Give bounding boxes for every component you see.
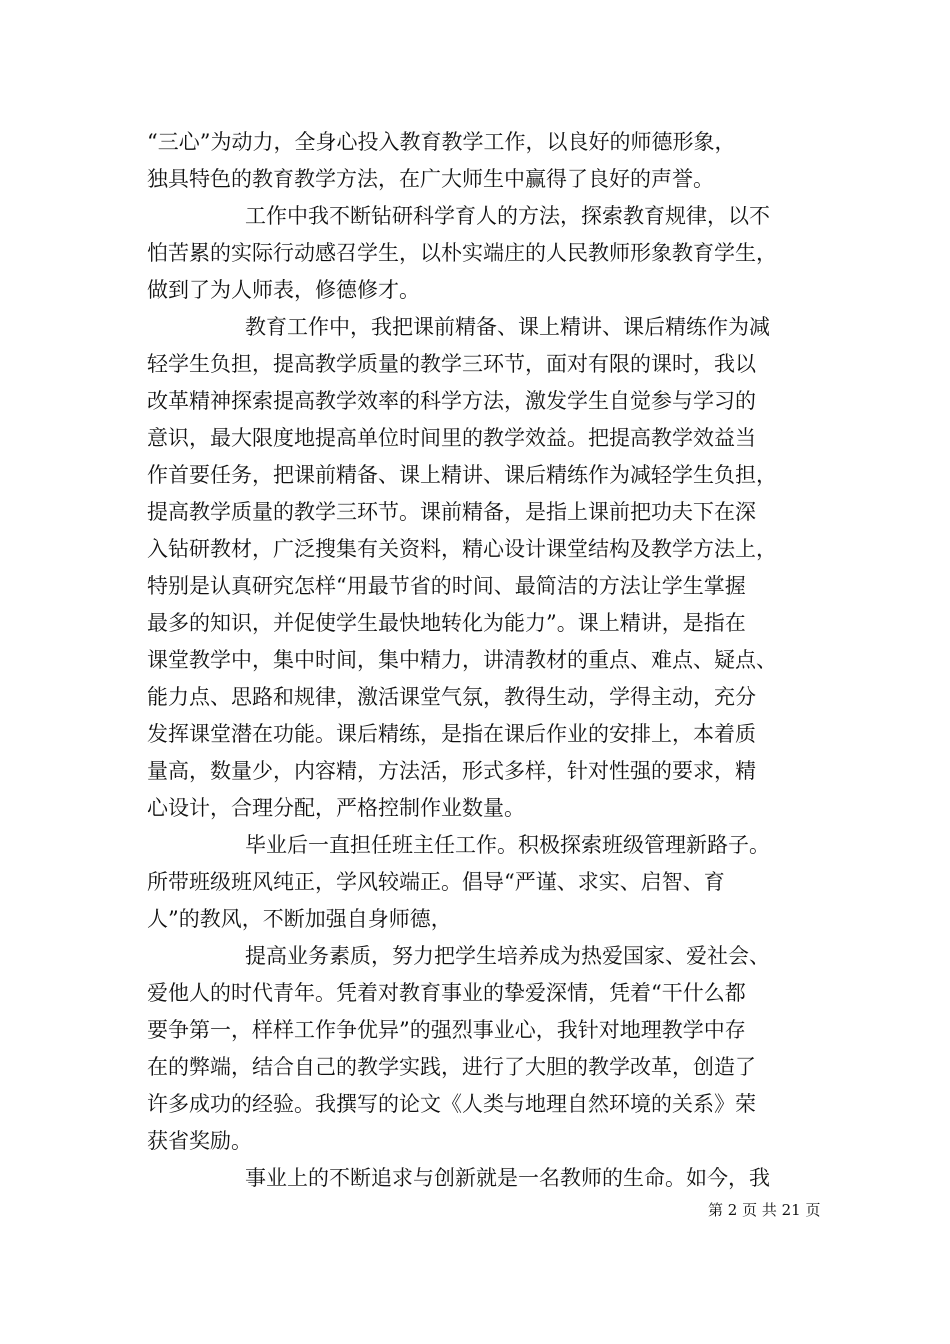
text-line: 心设计，合理分配，严格控制作业数量。	[147, 796, 525, 820]
paragraph-start-line: 工作中我不断钻研科学育人的方法，探索教育规律，以不	[245, 204, 770, 228]
text-line: 独具特色的教育教学方法，在广大师生中赢得了良好的声誉。	[147, 167, 714, 191]
text-line: 意识，最大限度地提高单位时间里的教学效益。把提高教学效益当	[147, 426, 756, 450]
body-text	[147, 124, 819, 1197]
text-line: “三心”为动力，全身心投入教育教学工作，以良好的师德形象，	[147, 130, 736, 154]
text-line: 人”的教风，不断加强自身师德，	[147, 907, 452, 931]
paragraph-start-line: 毕业后一直担任班主任工作。积极探索班级管理新路子。	[245, 833, 770, 857]
text-line: 作首要任务，把课前精备、课上精讲、课后精练作为减轻学生负担，	[147, 463, 777, 487]
text-line: 课堂教学中，集中时间，集中精力，讲清教材的重点、难点、疑点、	[147, 648, 777, 672]
text-line: 获省奖励。	[147, 1129, 252, 1153]
text-line: 爱他人的时代青年。凭着对教育事业的挚爱深情，凭着“干什么都	[147, 981, 746, 1005]
text-line: 所带班级班风纯正，学风较端正。倡导“严谨、求实、启智、育	[147, 870, 725, 894]
paragraph-start-line: 教育工作中，我把课前精备、课上精讲、课后精练作为减	[245, 315, 770, 339]
text-line: 发挥课堂潜在功能。课后精练，是指在课后作业的安排上，本着质	[147, 722, 756, 746]
text-line: 怕苦累的实际行动感召学生，以朴实端庄的人民教师形象教育学生，	[147, 241, 777, 265]
text-line: 特别是认真研究怎样“用最节省的时间、最简洁的方法让学生掌握	[147, 574, 746, 598]
page-number-footer: 第 2 页 共 21 页	[708, 1201, 821, 1219]
text-line: 在的弊端，结合自己的教学实践，进行了大胆的教学改革，创造了	[147, 1055, 756, 1079]
paragraph-start-line: 提高业务素质，努力把学生培养成为热爱国家、爱社会、	[245, 944, 770, 968]
paragraph-start-line: 事业上的不断追求与创新就是一名教师的生命。如今，我	[245, 1166, 770, 1190]
text-line: 最多的知识，并促使学生最快地转化为能力”。课上精讲，是指在	[147, 611, 746, 635]
text-line: 量高，数量少，内容精，方法活，形式多样，针对性强的要求，精	[147, 759, 756, 783]
text-line: 提高教学质量的教学三环节。课前精备，是指上课前把功夫下在深	[147, 500, 756, 524]
text-line: 要争第一，样样工作争优异”的强烈事业心，我针对地理教学中存	[147, 1018, 746, 1042]
text-line: 改革精神探索提高教学效率的科学方法，激发学生自觉参与学习的	[147, 389, 756, 413]
text-line: 轻学生负担，提高教学质量的教学三环节，面对有限的课时，我以	[147, 352, 756, 376]
text-line: 能力点、思路和规律，激活课堂气氛，教得生动，学得主动，充分	[147, 685, 756, 709]
text-line: 入钻研教材，广泛搜集有关资料，精心设计课堂结构及教学方法上，	[147, 537, 777, 561]
text-line: 许多成功的经验。我撰写的论文《人类与地理自然环境的关系》荣	[147, 1092, 756, 1116]
text-line: 做到了为人师表，修德修才。	[147, 278, 420, 302]
